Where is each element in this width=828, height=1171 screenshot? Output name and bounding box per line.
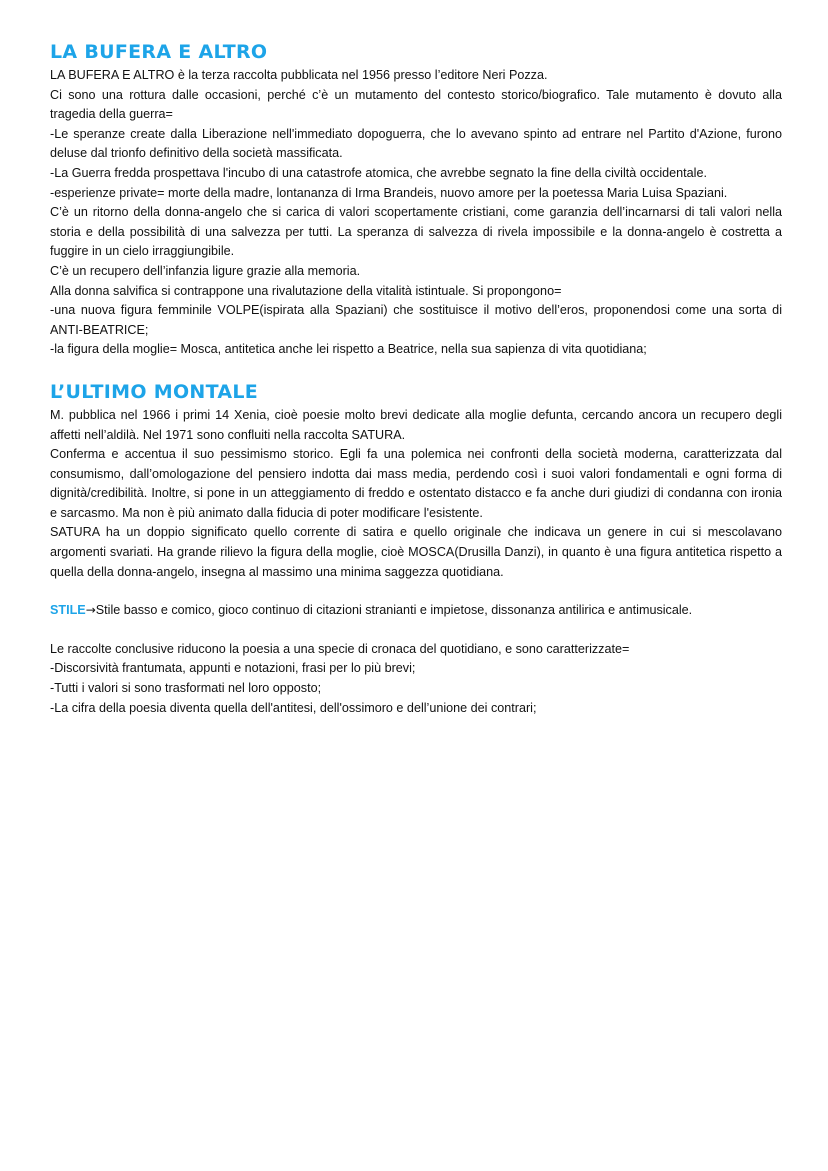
paragraph: SATURA ha un doppio significato quello corrente di satira e quello originale che indicava un genere in cui si mescolavano argomenti svariati. Ha grande rilievo la figura della moglie, cioè MOSCA(Drusilla Danzi), in quanto è una figura antitetica rispetto a quella della donna-angelo, insegna al massimo una minima saggezza quotidiana. (50, 525, 782, 579)
paragraph: -Le speranze create dalla Liberazione nell'immediato dopoguerra, che lo avevano spinto ad entrare nel Partito d'Azione, furono deluse dal trionfo definitivo della società massificata. (50, 126, 782, 161)
paragraph: C’è un ritorno della donna-angelo che si carica di valori scopertamente cristiani, come garanzia dell’incarnarsi di tali valori nella storia e della possibilità di una salvezza per tutti. La speranza di salvezza di rivela impossibile e la donna-angelo è costretta a fuggire in un cielo irraggiungibile. (50, 205, 782, 259)
paragraph: -Discorsività frantumata, appunti e notazioni, frasi per lo più brevi; (50, 661, 416, 676)
stile-line (50, 601, 782, 621)
paragraph: -esperienze private= morte della madre, lontananza di Irma Brandeis, nuovo amore per la poetessa Maria Luisa Spaziani. (50, 185, 728, 200)
stile-label: STILE (50, 603, 86, 618)
spacer (50, 582, 782, 601)
stile-text: Stile basso e comico, gioco continuo di citazioni stranianti e impietose, dissonanza antilirica e antimusicale. (95, 603, 693, 618)
paragraph: -la figura della moglie= Mosca, antitetica anche lei rispetto a Beatrice, nella sua sapienza di vita quotidiana; (50, 342, 647, 357)
section-title-ultimo-montale: L’ULTIMO MONTALE (50, 380, 259, 403)
paragraph: Ci sono una rottura dalle occasioni, perché c’è un mutamento del contesto storico/biografico. Tale mutamento è dovuto alla tragedia della guerra= (50, 87, 782, 122)
paragraph: C’è un recupero dell’infanzia ligure grazie alla memoria. (50, 263, 361, 278)
paragraph: -La Guerra fredda prospettava l'incubo di una catastrofe atomica, che avrebbe segnato la fine della civiltà occidentale. (50, 165, 707, 180)
document-page (50, 40, 782, 718)
paragraph: Alla donna salvifica si contrappone una rivalutazione della vitalità istintuale. Si propongono= (50, 283, 562, 298)
arrow-right-icon: → (85, 603, 96, 618)
paragraph: LA BUFERA E ALTRO è la terza raccolta pubblicata nel 1956 presso l’editore Neri Pozza. (50, 68, 548, 82)
section-title-bufera: LA BUFERA E ALTRO (50, 41, 268, 63)
paragraph: -una nuova figura femminile VOLPE(ispirata alla Spaziani) che sostituisce il motivo dell’eros, proponendosi come una sorta di ANTI-BEATRICE; (50, 303, 782, 337)
paragraph: Le raccolte conclusive riducono la poesia a una specie di cronaca del quotidiano, e sono caratterizzate= (50, 641, 630, 656)
paragraph: -La cifra della poesia diventa quella dell'antitesi, dell'ossimoro e dell’unione dei contrari; (50, 700, 537, 715)
spacer (50, 621, 782, 640)
paragraph: -Tutti i valori si sono trasformati nel loro opposto; (50, 681, 322, 696)
paragraph: M. pubblica nel 1966 i primi 14 Xenia, cioè poesie molto brevi dedicate alla moglie defunta, cercando ancora un recupero degli affetti nell’aldilà. Nel 1971 sono confluiti nella raccolta SATURA. (50, 407, 782, 442)
paragraph: Conferma e accentua il suo pessimismo storico. Egli fa una polemica nei confronti della società moderna, caratterizzata dal consumismo, dall’omologazione del pensiero indotta dai mass media, perdendo così i suoi valori fondamentali e ogni forma di dignità/credibilità. Inoltre, si pone in un atteggiamento di freddo e ostentato distacco e fa anche duri giudizi di condanna con ironia e sarcasmo. Ma non è più animato dalla fiducia di poter modificare l'esistente. (50, 447, 782, 520)
